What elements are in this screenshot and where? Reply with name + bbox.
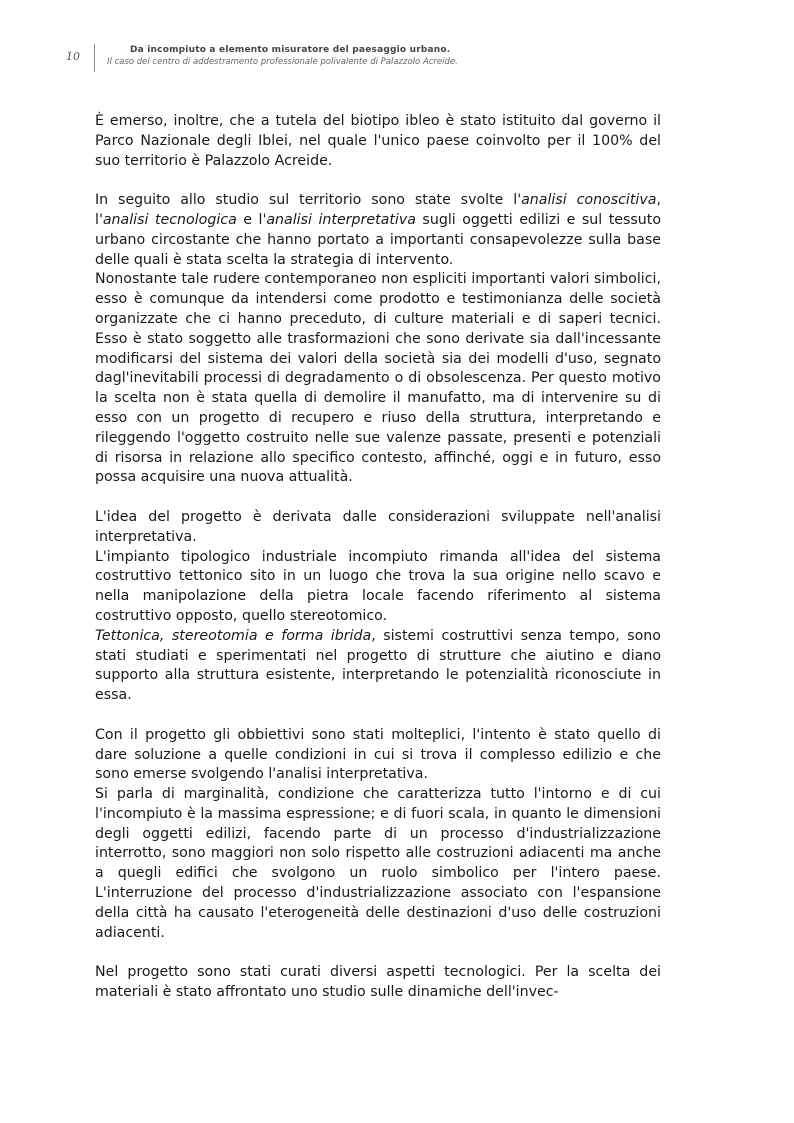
paragraph-text: , l' xyxy=(95,192,661,228)
paragraph: L'idea del progetto è derivata dalle considerazioni sviluppate nell'analisi interpretativa. xyxy=(95,508,661,545)
paragraph-gap xyxy=(95,171,661,191)
paragraph-text: In seguito allo studio sul territorio sono state svolte l' xyxy=(95,192,522,209)
header-title: Da incompiuto a elemento misuratore del paesaggio urbano. xyxy=(130,45,451,55)
page-number: 10 xyxy=(66,50,80,63)
header-divider xyxy=(94,44,95,72)
paragraph: È emerso, inoltre, che a tutela del biotipo ibleo è stato istituito dal governo il Parco Nazionale degli Iblei, nel quale l'unico paese coinvolto per il 100% del suo territorio è Palazzolo Acreide. xyxy=(95,113,661,169)
paragraph: Nonostante tale rudere contemporaneo non espliciti importanti valori simbolici, esso è comunque da intendersi come prodotto e testimonianza delle società organizzate che ci hanno preceduto, di culture materiali e di saperi tecnici. Esso è stato soggetto alle trasformazioni che sono derivate sia dall'incessante modificarsi del sistema dei valori della società sia dei modelli d'uso, segnato dagl'inevitabili processi di degradamento o di obsolescenza. Per questo motivo la scelta non è stata quella di demolire il manufatto, ma di intervenire su di esso con un progetto di recupero e riuso della struttura, interpretando e rileggendo l'oggetto costruito nelle sue valenze passate, presenti e potenziali di risorsa in relazione allo specifico contesto, affinché, oggi e in futuro, esso possa acquisire una nuova attualità. xyxy=(95,271,661,486)
paragraph: Con il progetto gli obbiettivi sono stati molteplici, l'intento è stato quello di dare soluzione a quelle condizioni in cui si trova il complesso edilizio e che sono emerse svolgendo l'analisi interpretativa. xyxy=(95,726,661,783)
emphasis: analisi tecnologica xyxy=(102,211,237,228)
paragraph-gap xyxy=(95,943,661,963)
paragraph xyxy=(95,191,661,270)
header-subtitle: Il caso del centro di addestramento professionale polivalente di Palazzolo Acreide. xyxy=(107,57,458,67)
paragraph-gap xyxy=(95,706,661,726)
paragraph-gap xyxy=(95,488,661,508)
paragraph-text: , sistemi costruttivi senza tempo, sono stati studiati e sperimentati nel progetto di strutture che aiutino e diano supporto alla struttura esistente, interpretando le potenzialità riconosciute in essa. xyxy=(95,627,661,704)
emphasis: analisi conoscitiva xyxy=(521,192,657,209)
emphasis: Tettonica, stereotomia e forma ibrida xyxy=(95,627,372,644)
paragraph-text: e l' xyxy=(236,211,267,228)
paragraph xyxy=(95,627,661,706)
paragraph: Si parla di marginalità, condizione che caratterizza tutto l'intorno e di cui l'incompiuto è la massima espressione; e di fuori scala, in quanto le dimensioni degli oggetti edilizi, facendo parte di un processo d'industrializzazione interrotto, sono maggiori non solo rispetto alle costruzioni adiacenti ma anche a quegli edifici che svolgono un ruolo simbolico per l'intero paese. L'interruzione del processo d'industrializzazione associato con l'espansione della città ha causato l'eterogeneità delle destinazioni d'uso delle costruzioni adiacenti. xyxy=(95,786,661,941)
paragraph: Nel progetto sono stati curati diversi aspetti tecnologici. Per la scelta dei materiali è stato affrontato uno studio sulle dinamiche dell'invec- xyxy=(95,964,661,1001)
body-text xyxy=(95,112,661,1003)
paragraph-text: sugli oggetti edilizi e sul tessuto urbano circostante che hanno portato a importanti consapevolezze sulla base delle quali è stata scelta la strategia di intervento. xyxy=(95,211,662,268)
running-header xyxy=(0,44,794,74)
emphasis: analisi interpretativa xyxy=(266,211,416,228)
paragraph: L'impianto tipologico industriale incompiuto rimanda all'idea del sistema costruttivo tettonico sito in un luogo che trova la sua origine nello scavo e nella manipolazione della pietra locale facendo riferimento al sistema costruttivo opposto, quello stereotomico. xyxy=(95,548,661,624)
